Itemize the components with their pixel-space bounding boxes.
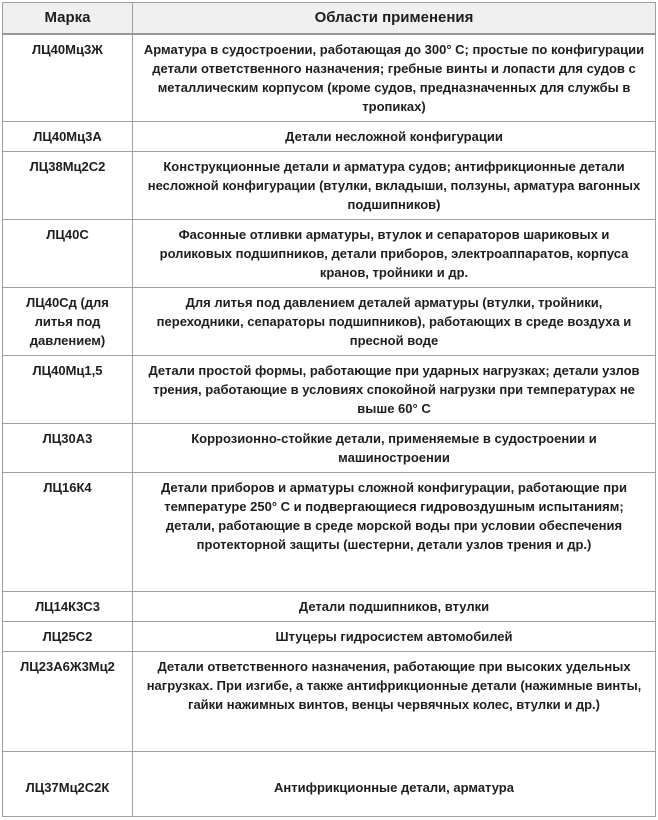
mark-cell: ЛЦ30А3 bbox=[3, 424, 133, 473]
mark-cell: ЛЦ37Мц2С2К bbox=[3, 752, 133, 817]
application-cell: Для литья под давлением деталей арматуры (втулки, тройники, переходники, сепараторы подшипников), работающих в среде воздуха и пресной воде bbox=[133, 288, 656, 356]
table-row bbox=[3, 122, 656, 152]
table-row bbox=[3, 752, 656, 817]
application-cell: Штуцеры гидросистем автомобилей bbox=[133, 622, 656, 652]
application-cell: Коррозионно-стойкие детали, применяемые в судостроении и машиностроении bbox=[133, 424, 656, 473]
mark-cell: ЛЦ40Мц3А bbox=[3, 122, 133, 152]
table-row bbox=[3, 622, 656, 652]
application-cell: Фасонные отливки арматуры, втулок и сепараторов шариковых и роликовых подшипников, детали приборов, электроаппаратов, корпуса кранов, тройники и др. bbox=[133, 220, 656, 288]
mark-cell: ЛЦ40С bbox=[3, 220, 133, 288]
application-cell: Детали приборов и арматуры сложной конфигурации, работающие при температуре 250° С и подвергающиеся гидровоздушным испытаниям; детали, работающие в среде морской воды при условии обеспечения протекторной защиты (шестерни, детали узлов трения и др.) bbox=[133, 473, 656, 592]
table-row bbox=[3, 356, 656, 424]
application-cell: Детали ответственного назначения, работающие при высоких удельных нагрузках. При изгибе, а также антифрикционные детали (нажимные винты, гайки нажимных винтов, венцы червячных колес, втулки и др.) bbox=[133, 652, 656, 752]
table-row bbox=[3, 652, 656, 752]
mark-cell: ЛЦ40Сд (для литья под давлением) bbox=[3, 288, 133, 356]
mark-cell: ЛЦ40Мц1,5 bbox=[3, 356, 133, 424]
table-row bbox=[3, 592, 656, 622]
application-cell: Детали подшипников, втулки bbox=[133, 592, 656, 622]
column-header-mark: Марка bbox=[3, 3, 133, 35]
mark-cell: ЛЦ16К4 bbox=[3, 473, 133, 592]
mark-cell: ЛЦ23А6Ж3Мц2 bbox=[3, 652, 133, 752]
table-row bbox=[3, 424, 656, 473]
application-cell: Арматура в судостроении, работающая до 300° С; простые по конфигурации детали ответственного назначения; гребные винты и лопасти для судов с металлическим корпусом (кроме судов, предназначенных для службы в тропиках) bbox=[133, 34, 656, 122]
table-row bbox=[3, 473, 656, 592]
application-cell: Конструкционные детали и арматура судов; антифрикционные детали несложной конфигурации (втулки, вкладыши, ползуны, арматура вагонных подшипников) bbox=[133, 152, 656, 220]
header-row bbox=[3, 3, 656, 35]
mark-cell: ЛЦ25С2 bbox=[3, 622, 133, 652]
application-cell: Антифрикционные детали, арматура bbox=[133, 752, 656, 817]
mark-cell: ЛЦ14К3С3 bbox=[3, 592, 133, 622]
table-body bbox=[3, 34, 656, 817]
brass-alloy-applications-table bbox=[2, 2, 656, 817]
column-header-applications: Области применения bbox=[133, 3, 656, 35]
mark-cell: ЛЦ40Мц3Ж bbox=[3, 34, 133, 122]
table-row bbox=[3, 220, 656, 288]
application-cell: Детали несложной конфигурации bbox=[133, 122, 656, 152]
mark-cell: ЛЦ38Мц2С2 bbox=[3, 152, 133, 220]
table-row bbox=[3, 34, 656, 122]
table-row bbox=[3, 288, 656, 356]
application-cell: Детали простой формы, работающие при ударных нагрузках; детали узлов трения, работающие в условиях спокойной нагрузки при температурах не выше 60° С bbox=[133, 356, 656, 424]
table-row bbox=[3, 152, 656, 220]
